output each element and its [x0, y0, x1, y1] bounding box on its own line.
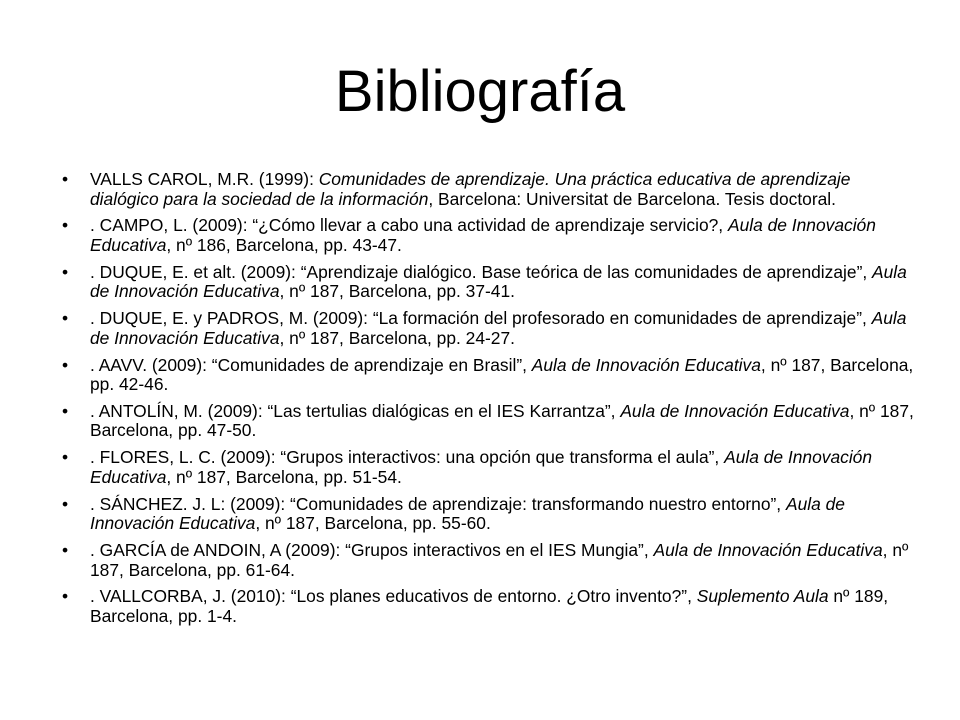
bullet-icon: • [62, 261, 69, 282]
entry-italic-text: Aula de Innovación Educativa [90, 308, 907, 348]
entry-text: . CAMPO, L. (2009): “¿Cómo llevar a cabo una actividad de aprendizaje servicio?, [90, 215, 728, 236]
entry-italic-text: Aula de Innovación Educativa [90, 261, 907, 302]
bullet-icon: • [62, 400, 69, 421]
entry-text: , nº 187, Barcelona, pp. 47-50. [90, 400, 914, 441]
entry-text: , nº 187, Barcelona, pp. 55-60. [255, 513, 491, 534]
slide-title: Bibliografía [334, 59, 626, 124]
bullet-icon: • [62, 447, 69, 468]
bibliography-entry [62, 216, 922, 255]
bullet-icon: • [62, 308, 69, 329]
entry-text: . DUQUE, E. y PADROS, M. (2009): “La formación del profesorado en comunidades de aprendizaje”, [90, 308, 872, 329]
entry-text: VALLS CAROL, M.R. (1999): [90, 169, 319, 189]
bibliography-entry [62, 587, 922, 626]
bibliography-entry [62, 541, 922, 580]
bullet-icon: • [62, 354, 69, 375]
entry-text: . DUQUE, E. et alt. (2009): “Aprendizaje dialógico. Base teórica de las comunidades de aprendizaje”, [90, 261, 873, 282]
bibliography-entry [62, 170, 922, 209]
bullet-icon: • [62, 493, 69, 514]
entry-text: . AAVV. (2009): “Comunidades de aprendizaje en Brasil”, [90, 354, 532, 375]
entry-text: . GARCÍA de ANDOIN, A (2009): “Grupos interactivos en el IES Mungia”, [90, 540, 654, 560]
entry-italic-text: Comunidades de aprendizaje. Una práctica educativa de aprendizaje dialógico para la sociedad de la información [90, 169, 851, 209]
entry-italic-text: Aula de Innovación Educativa [90, 215, 876, 255]
entry-italic-text: Aula de Innovación Educativa [90, 493, 845, 534]
entry-text: . ANTOLÍN, M. (2009): “Las tertulias dialógicas en el IES Karrantza”, [90, 400, 621, 421]
bullet-icon: • [62, 586, 69, 607]
entry-italic-text: Aula de Innovación Educativa [653, 540, 883, 560]
bibliography-entry [62, 356, 922, 395]
entry-italic-text: Aula de Innovación Educativa [620, 400, 850, 421]
entry-text: . SÁNCHEZ. J. L: (2009): “Comunidades de aprendizaje: transformando nuestro entorno”, [90, 493, 786, 514]
entry-text: , nº 187, Barcelona, pp. 51-54. [166, 466, 402, 487]
entry-text: . VALLCORBA, J. (2010): “Los planes educativos de entorno. ¿Otro invento?”, [90, 586, 697, 607]
entry-italic-text: Suplemento Aula [696, 586, 829, 607]
entry-text: , nº 187, Barcelona, pp. 42-46. [90, 354, 914, 395]
entry-text: , nº 187, Barcelona, pp. 24-27. [279, 327, 515, 348]
bibliography-entry [62, 448, 922, 487]
entry-text: , nº 187, Barcelona, pp. 61-64. [90, 540, 909, 580]
bibliography-entry [62, 402, 922, 441]
bullet-icon: • [62, 215, 69, 236]
entry-text: . FLORES, L. C. (2009): “Grupos interactivos: una opción que transforma el aula”, [90, 447, 725, 468]
entry-text: nº 189, Barcelona, pp. 1-4. [90, 586, 889, 626]
bullet-icon: • [62, 169, 69, 189]
bibliography-entry [62, 309, 922, 348]
bibliography-entry [62, 495, 922, 534]
entry-text: , nº 187, Barcelona, pp. 37-41. [279, 281, 515, 302]
entry-italic-text: Aula de Innovación Educativa [90, 447, 873, 487]
bibliography-list [62, 170, 922, 634]
bibliography-entry [62, 263, 922, 302]
entry-text: , Barcelona: Universitat de Barcelona. Tesis doctoral. [428, 188, 836, 209]
entry-italic-text: Aula de Innovación Educativa [531, 354, 761, 375]
entry-text: , nº 186, Barcelona, pp. 43-47. [166, 234, 402, 255]
bullet-icon: • [62, 540, 69, 560]
